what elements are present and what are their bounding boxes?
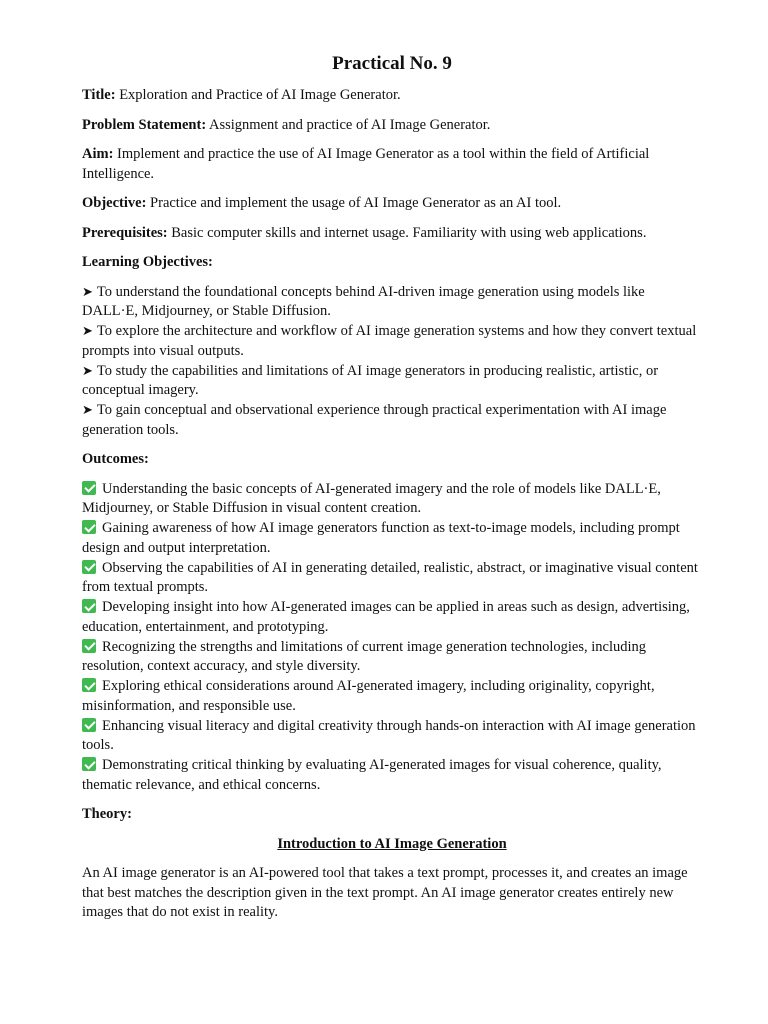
prerequisites-value: Basic computer skills and internet usage. Familiarity with using web applications. (171, 224, 647, 241)
theory-paragraph: An AI image generator is an AI-powered tool that takes a text prompt, processes it, and creates an image that best matches the description given in the text prompt. An AI image generator creates entirely new images that do not exist in reality. (82, 865, 688, 920)
document-page (82, 52, 702, 923)
arrow-bullet-icon: ➤ (82, 284, 93, 300)
outcomes-heading: Outcomes: (82, 451, 149, 467)
list-item (82, 283, 702, 322)
check-mark-icon (82, 560, 96, 574)
title-field (82, 86, 702, 106)
learning-objective-text: To study the capabilities and limitations of AI image generators in producing realistic, artistic, or conceptual imagery. (82, 362, 659, 398)
check-mark-icon (82, 757, 96, 771)
list-item (82, 717, 702, 756)
objective-label: Objective: (82, 195, 147, 211)
outcomes-list (82, 480, 702, 796)
problem-statement-label: Problem Statement: (82, 116, 207, 133)
page-title: Practical No. 9 (332, 53, 452, 74)
list-item (82, 480, 702, 519)
title-label: Title: (82, 87, 116, 103)
outcome-text: Enhancing visual literacy and digital creativity through hands-on interaction with AI image generation tools. (82, 717, 696, 753)
arrow-bullet-icon: ➤ (82, 363, 93, 379)
list-item (82, 401, 702, 440)
prerequisites-field (82, 224, 702, 244)
check-mark-icon (82, 520, 96, 534)
theory-subheading: Introduction to AI Image Generation (277, 835, 507, 852)
arrow-bullet-icon: ➤ (82, 324, 93, 339)
learning-objectives-list (82, 283, 702, 441)
list-item (82, 559, 702, 598)
aim-label: Aim: (82, 146, 114, 162)
outcome-text: Developing insight into how AI-generated images can be applied in areas such as design, advertising, education, entertainment, and prototyping. (82, 599, 690, 635)
check-mark-icon (82, 718, 96, 732)
list-item (82, 638, 702, 677)
aim-field (82, 145, 702, 184)
outcome-text: Understanding the basic concepts of AI-generated imagery and the role of models like DALL·E, Midjourney, or Stable Diffusion in visual content creation. (82, 480, 661, 516)
list-item (82, 677, 702, 716)
list-item (82, 756, 702, 795)
objective-field (82, 194, 702, 214)
outcome-text: Gaining awareness of how AI image generators function as text-to-image models, including prompt design and output interpretation. (82, 520, 680, 556)
check-mark-icon (82, 639, 96, 653)
check-mark-icon (82, 481, 96, 495)
learning-objective-text: To understand the foundational concepts behind AI-driven image generation using models like DALL·E, Midjourney, or Stable Diffusion. (82, 283, 645, 319)
learning-objectives-heading: Learning Objectives: (82, 254, 213, 270)
learning-objective-text: To explore the architecture and workflow of AI image generation systems and how they convert textual prompts into visual outputs. (82, 323, 697, 359)
outcome-text: Observing the capabilities of AI in generating detailed, realistic, abstract, or imaginative visual content from textual prompts. (82, 559, 698, 595)
outcome-text: Recognizing the strengths and limitations of current image generation technologies, including resolution, context accuracy, and style diversity. (82, 638, 647, 674)
list-item (82, 322, 702, 361)
objective-value: Practice and implement the usage of AI Image Generator as an AI tool. (150, 195, 562, 211)
list-item (82, 598, 702, 637)
check-mark-icon (82, 678, 96, 692)
arrow-bullet-icon: ➤ (82, 403, 93, 418)
title-value: Exploration and Practice of AI Image Generator. (119, 87, 401, 103)
outcome-text: Demonstrating critical thinking by evaluating AI-generated images for visual coherence, quality, thematic relevance, and ethical concerns. (82, 757, 662, 793)
theory-heading: Theory: (82, 806, 132, 822)
aim-value: Implement and practice the use of AI Image Generator as a tool within the field of Artificial Intelligence. (82, 146, 650, 182)
check-mark-icon (82, 599, 96, 613)
learning-objective-text: To gain conceptual and observational experience through practical experimentation with AI image generation tools. (82, 402, 667, 438)
list-item (82, 519, 702, 558)
outcome-text: Exploring ethical considerations around AI-generated imagery, including originality, copyright, misinformation, and responsible use. (82, 678, 655, 714)
problem-statement-field (82, 116, 702, 136)
prerequisites-label: Prerequisites: (82, 224, 168, 241)
list-item (82, 362, 702, 401)
problem-statement-value: Assignment and practice of AI Image Generator. (208, 116, 491, 133)
